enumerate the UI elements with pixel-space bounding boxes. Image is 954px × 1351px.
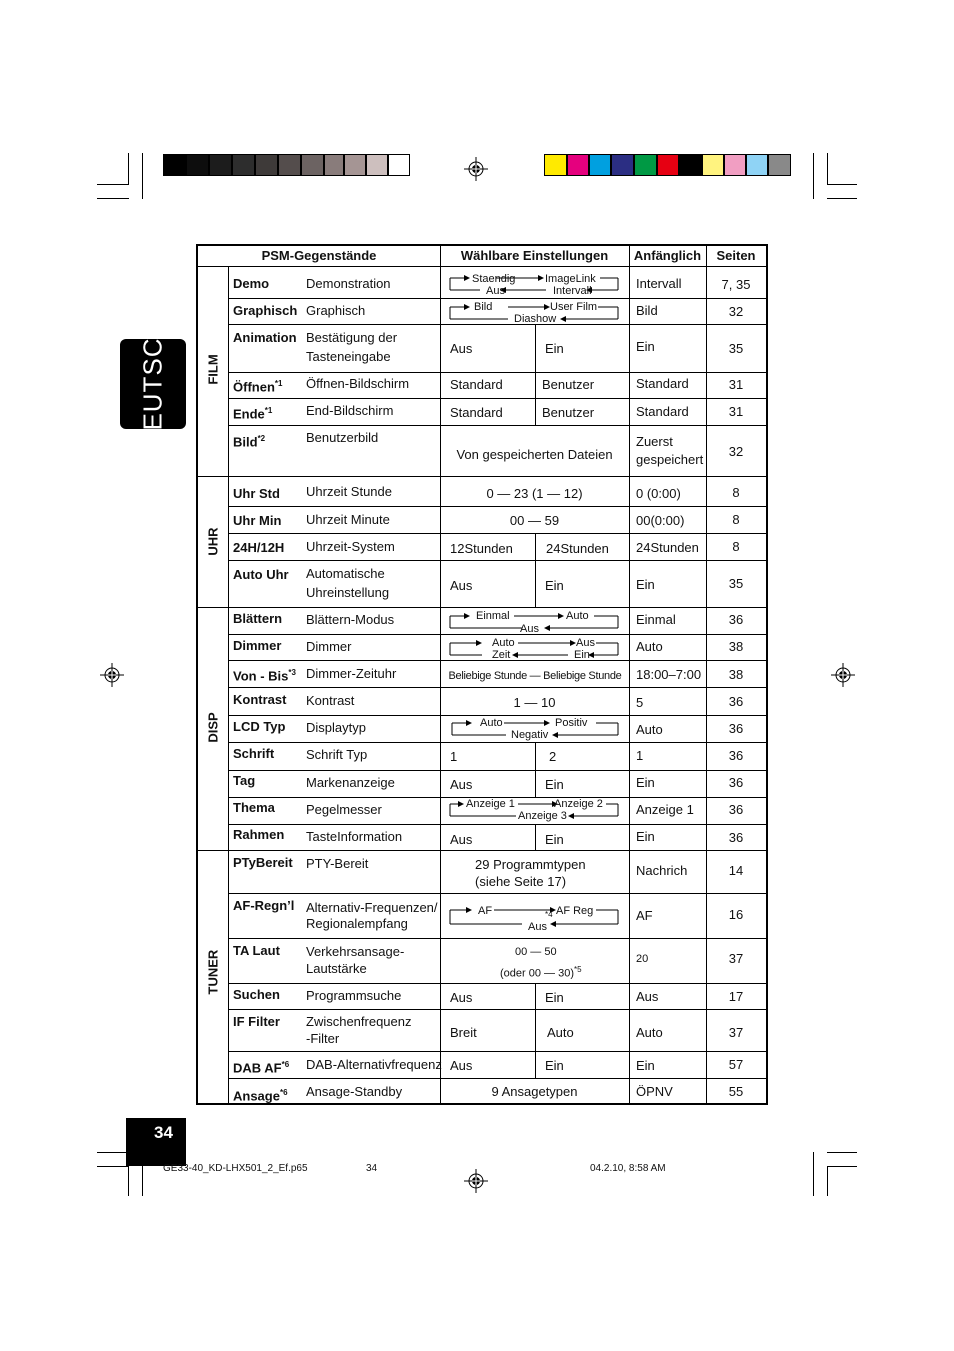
option: Ein: [545, 1058, 564, 1073]
page-ref: 36: [728, 694, 744, 709]
item-desc: Pegelmesser: [306, 802, 382, 817]
page-ref: 57: [728, 1057, 744, 1072]
item-desc: Displaytyp: [306, 720, 366, 735]
language-tab: [120, 317, 186, 451]
page-ref: 37: [728, 1025, 744, 1040]
initial-value: 1: [636, 748, 644, 763]
option: AF Reg: [556, 905, 594, 917]
registration-mark-icon: [464, 157, 488, 181]
item-desc: Kontrast: [306, 693, 355, 708]
page-number-box: [126, 1118, 186, 1166]
item-desc: Benutzerbild: [306, 430, 379, 445]
option: Benutzer: [542, 377, 595, 392]
option: Breit: [450, 1025, 477, 1040]
initial-value: 18:00–7:00: [636, 667, 702, 682]
initial-value: Ein: [636, 829, 655, 844]
section-tuner: TUNER: [205, 949, 221, 995]
option: Aus: [450, 832, 473, 847]
item-desc: Verkehrsansage-: [306, 944, 405, 959]
page-ref: 8: [732, 512, 740, 527]
initial-value: 00(0:00): [636, 513, 685, 528]
option: Anzeige 3: [518, 810, 567, 822]
item-desc: Dimmer: [306, 639, 352, 654]
option: Aus: [520, 623, 539, 635]
page-ref: 8: [732, 485, 740, 500]
initial-value: Einmal: [636, 612, 676, 627]
option: Staendig: [472, 273, 516, 285]
option: Aus: [450, 990, 473, 1005]
initial-value: Intervall: [636, 276, 682, 291]
option: Anzeige 1: [466, 798, 515, 810]
item-desc: End-Bildschirm: [306, 403, 394, 418]
item-name: IF Filter: [233, 1014, 280, 1029]
option: Intervall: [553, 285, 592, 297]
item-name: Kontrast: [233, 692, 287, 707]
option: 0 — 23 (1 — 12): [486, 486, 583, 501]
language-tab-label: DEUTSCH: [137, 317, 168, 451]
option: Auto: [566, 610, 589, 622]
initial-value: Nachrich: [636, 863, 688, 878]
initial-value: Standard: [636, 376, 689, 391]
option: Einmal: [476, 610, 510, 622]
option: Ein: [545, 578, 564, 593]
initial-value: Anzeige 1: [636, 802, 694, 817]
option: Bild: [474, 301, 493, 313]
option: Positiv: [555, 717, 588, 729]
option: Ein: [574, 649, 590, 661]
item-name: LCD Typ: [233, 719, 286, 734]
item-name: Öffnen$^{*1}$: [233, 379, 283, 395]
option: 9 Ansagetypen: [491, 1084, 578, 1099]
option: Ein: [545, 990, 564, 1005]
option: AF: [478, 905, 493, 917]
page-ref: 37: [728, 951, 744, 966]
item-name: Suchen: [233, 987, 280, 1002]
option: Diashow: [514, 313, 557, 325]
item-desc: PTY-Bereit: [306, 856, 369, 871]
item-name: Schrift: [233, 746, 275, 761]
item-desc: Automatische: [306, 566, 385, 581]
item-name: PTyBereit: [233, 855, 293, 870]
item-name: Thema: [233, 800, 275, 815]
page-ref: 36: [728, 775, 744, 790]
item-name: Uhr Std: [233, 486, 280, 501]
initial-value: Bild: [636, 303, 658, 318]
option: Von gespeicherten Dateien: [456, 447, 613, 462]
option: User Film: [550, 301, 598, 313]
option: Aus: [486, 285, 505, 297]
option: 29 Programmtypen: [475, 857, 586, 872]
option: 1: [450, 749, 458, 764]
item-desc: Tasteneingabe: [306, 349, 391, 364]
cycle-diagram: [446, 635, 626, 661]
page-ref: 36: [728, 612, 744, 627]
item-desc: Uhrzeit Stunde: [306, 484, 392, 499]
section-disp: DISP: [205, 712, 221, 743]
item-name: Dimmer: [233, 638, 282, 653]
page-ref: 14: [728, 863, 744, 878]
option: Ein: [545, 341, 564, 356]
option: Auto: [547, 1025, 574, 1040]
initial-value: Ein: [636, 577, 655, 592]
footnote-ref: *4: [545, 910, 553, 919]
item-name: TA Laut: [233, 943, 280, 958]
item-name: Auto Uhr: [233, 567, 289, 582]
section-uhr: UHR: [205, 527, 221, 556]
registration-mark-icon: [831, 663, 855, 687]
initial-value: gespeichert: [636, 452, 704, 467]
option: Auto: [480, 717, 503, 729]
item-desc: Bestätigung der: [306, 330, 398, 345]
initial-value: Standard: [636, 404, 689, 419]
initial-value: Auto: [636, 639, 663, 654]
item-name: Graphisch: [233, 303, 298, 318]
option: Aus: [450, 777, 473, 792]
item-name: Rahmen: [233, 827, 285, 842]
item-desc: DAB-Alternativfrequenz: [306, 1057, 442, 1072]
page-ref: 38: [728, 667, 744, 682]
page-ref: 36: [728, 830, 744, 845]
footer-date: 04.2.10, 8:58 AM: [590, 1163, 666, 1174]
item-desc: Graphisch: [306, 303, 366, 318]
item-name: Ansage$^{*6}$: [233, 1088, 288, 1104]
option: Beliebige Stunde — Beliebige Stunde: [448, 670, 622, 682]
initial-value: Ein: [636, 775, 655, 790]
page-ref: 36: [728, 748, 744, 763]
section-film: FILM: [205, 354, 221, 385]
item-name: Tag: [233, 773, 256, 788]
item-name: Demo: [233, 276, 270, 291]
page-ref: 31: [728, 404, 744, 419]
item-name: DAB AF$^{*6}$: [233, 1060, 290, 1076]
option: Zeit: [492, 649, 511, 661]
page-ref: 7, 35: [721, 277, 751, 292]
page-ref: 16: [728, 907, 744, 922]
page-ref: 36: [728, 802, 744, 817]
option: Anzeige 2: [554, 798, 603, 810]
option: Aus: [576, 637, 595, 649]
option: 00 — 50: [515, 946, 557, 958]
item-desc: Programmsuche: [306, 988, 402, 1003]
header-initial: Anfänglich: [633, 248, 702, 263]
option: 2: [549, 749, 557, 764]
item-desc: Uhrzeit Minute: [306, 512, 390, 527]
initial-value: 0 (0:00): [636, 486, 681, 501]
option: Ein: [545, 777, 564, 792]
header-pages: Seiten: [716, 248, 756, 263]
item-desc: Blättern-Modus: [306, 612, 395, 627]
item-desc: TasteInformation: [306, 829, 403, 844]
item-desc: -Filter: [306, 1031, 340, 1046]
header-settings: Wählbare Einstellungen: [460, 248, 609, 263]
option: 1 — 10: [513, 695, 556, 710]
page-ref: 32: [728, 444, 744, 459]
option: Auto: [492, 637, 515, 649]
option: Negativ: [511, 729, 549, 741]
initial-value: Auto: [636, 722, 663, 737]
initial-value: 20: [636, 953, 649, 965]
registration-mark-icon: [100, 663, 124, 687]
option: Aus: [528, 921, 547, 933]
item-desc: Lautstärke: [306, 961, 367, 976]
item-desc: Demonstration: [306, 276, 391, 291]
option: (oder 00 — 30)$^{*5}$: [500, 965, 582, 980]
page-ref: 55: [728, 1084, 744, 1099]
item-desc: Uhrzeit-System: [306, 539, 395, 554]
item-name: Ende$^{*1}$: [233, 406, 273, 422]
item-name: Blättern: [233, 611, 283, 626]
page-ref: 17: [728, 989, 744, 1004]
item-desc: Regionalempfang: [306, 916, 408, 931]
option: 00 — 59: [509, 513, 560, 528]
footer-page: 34: [366, 1163, 378, 1174]
item-name: Uhr Min: [233, 513, 282, 528]
option: Benutzer: [542, 405, 595, 420]
item-desc: Ansage-Standby: [306, 1084, 403, 1099]
page-ref: 32: [728, 304, 744, 319]
page-ref: 38: [728, 639, 744, 654]
initial-value: 5: [636, 695, 644, 710]
item-name: Von - Bis$^{*3}$: [233, 668, 296, 684]
item-name: 24H/12H: [233, 540, 285, 555]
option: 24Stunden: [546, 541, 609, 556]
page-ref: 8: [732, 539, 740, 554]
initial-value: AF: [636, 908, 653, 923]
item-name: AF-Regn’l: [233, 898, 295, 913]
option: Standard: [450, 377, 503, 392]
option: (siehe Seite 17): [475, 874, 567, 889]
item-desc: Markenanzeige: [306, 775, 395, 790]
option: Aus: [450, 578, 473, 593]
item-desc: Uhreinstellung: [306, 585, 390, 600]
initial-value: 24Stunden: [636, 540, 699, 555]
option: Aus: [450, 341, 473, 356]
item-desc: Öffnen-Bildschirm: [306, 376, 410, 391]
footer-filename: GE33-40_KD-LHX501_2_Ef.p65: [163, 1163, 308, 1174]
page-ref: 31: [728, 377, 744, 392]
initial-value: Zuerst: [636, 434, 673, 449]
item-desc: Schrift Typ: [306, 747, 368, 762]
item-desc: Zwischenfrequenz: [306, 1014, 412, 1029]
page-ref: 35: [728, 576, 744, 591]
page-number: 34: [154, 1123, 173, 1142]
option: Ein: [545, 832, 564, 847]
option: Standard: [450, 405, 503, 420]
item-desc: Alternativ-Frequenzen/: [306, 900, 438, 915]
item-name: Bild$^{*2}$: [233, 434, 266, 450]
page-ref: 36: [728, 721, 744, 736]
initial-value: Ein: [636, 1058, 655, 1073]
option: 12Stunden: [450, 541, 513, 556]
initial-value: Ein: [636, 339, 655, 354]
initial-value: Aus: [636, 989, 659, 1004]
option: Aus: [450, 1058, 473, 1073]
initial-value: ÖPNV: [636, 1084, 673, 1099]
psm-settings-table: [196, 244, 768, 1105]
header-items: PSM-Gegenstände: [261, 248, 377, 263]
registration-mark-icon: [464, 1169, 488, 1193]
option: ImageLink: [545, 273, 596, 285]
item-name: Animation: [233, 330, 297, 345]
page-ref: 35: [728, 341, 744, 356]
initial-value: Auto: [636, 1025, 663, 1040]
item-desc: Dimmer-Zeituhr: [306, 666, 397, 681]
